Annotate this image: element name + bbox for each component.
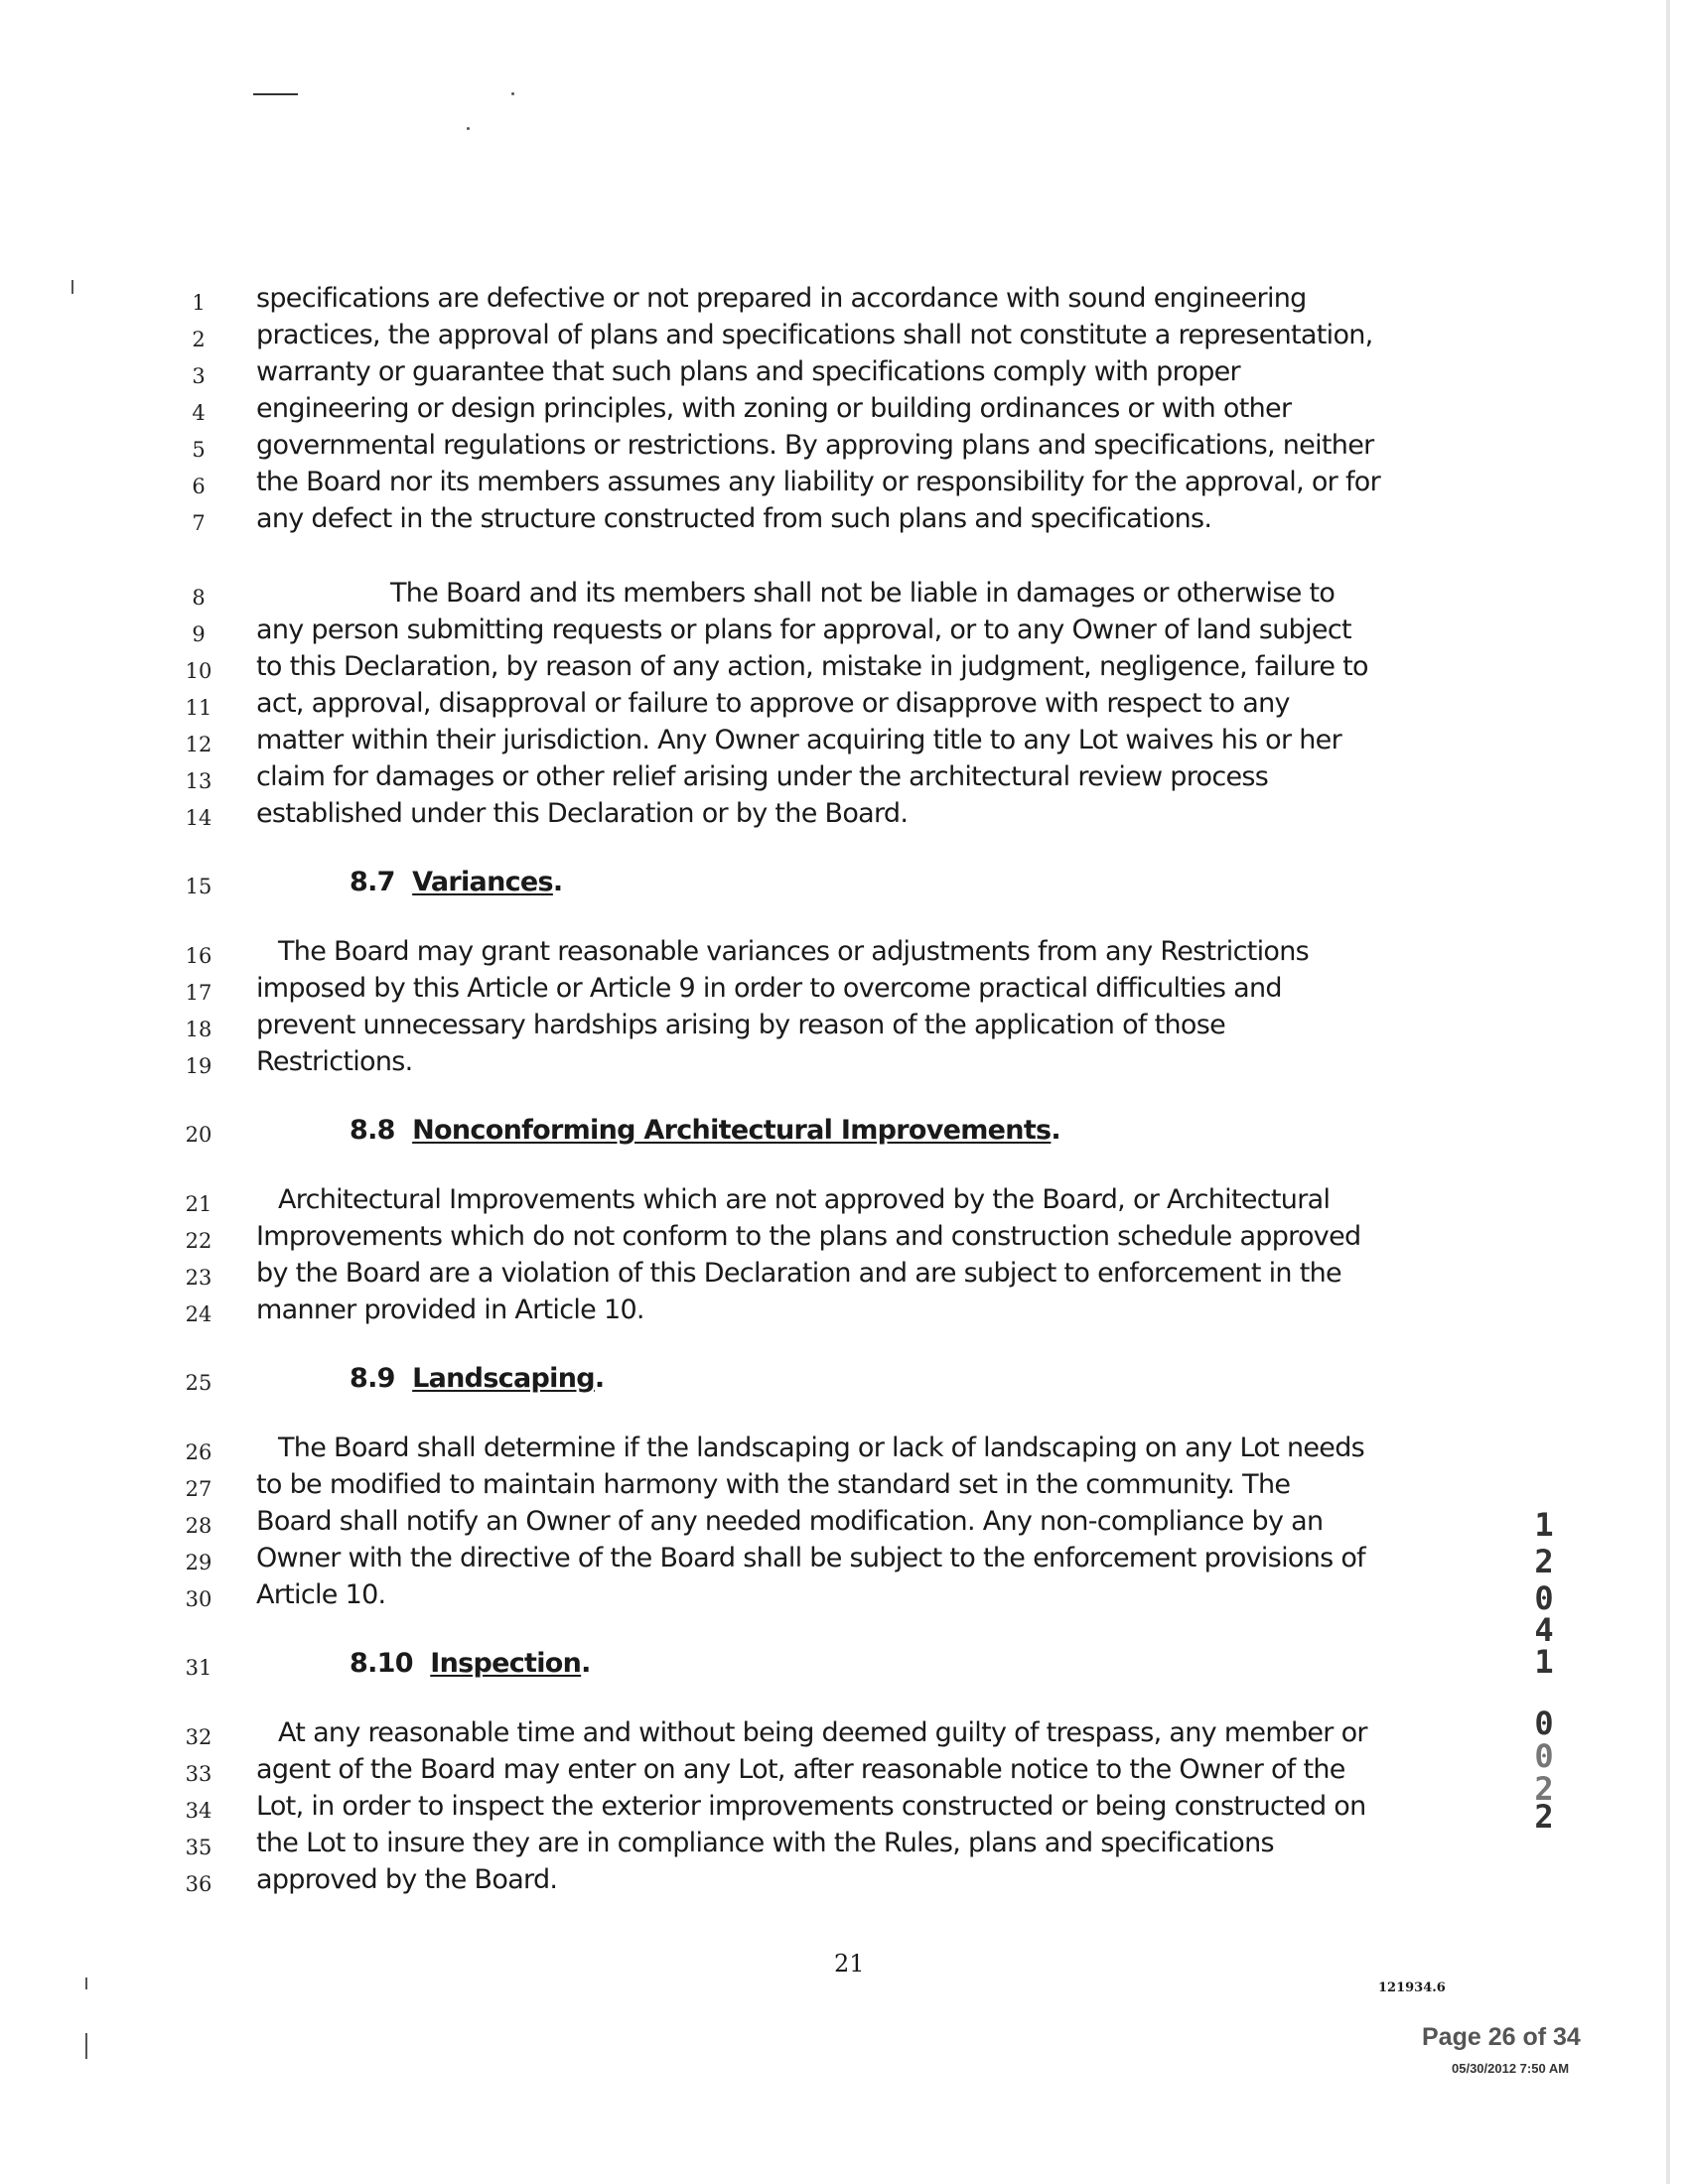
text-line — [0, 798, 1688, 836]
line-number: 22 — [185, 1229, 212, 1253]
text-line — [0, 651, 1688, 689]
line-number: 35 — [185, 1836, 212, 1859]
line-text: manner provided in Article 10. — [256, 1295, 644, 1325]
line-number: 4 — [192, 401, 206, 425]
line-text: warranty or guarantee that such plans and specifications comply with proper — [256, 356, 1240, 387]
text-line — [0, 1295, 1688, 1332]
line-text: Owner with the directive of the Board shall be subject to the enforcement provisions of — [256, 1543, 1365, 1573]
line-text: Lot, in order to inspect the exterior improvements constructed or being constructed on — [256, 1791, 1366, 1822]
line-number: 7 — [192, 511, 206, 535]
line-text: the Lot to insure they are in compliance with the Rules, plans and specifications — [256, 1828, 1274, 1858]
text-line — [0, 1579, 1688, 1617]
line-text: matter within their jurisdiction. Any Owner acquiring title to any Lot waives his or her — [256, 725, 1341, 755]
line-text: The Board shall determine if the landscaping or lack of landscaping on any Lot needs — [278, 1433, 1365, 1463]
section-title-end: . — [581, 1648, 591, 1679]
line-number: 29 — [185, 1551, 212, 1574]
text-line — [0, 430, 1688, 468]
scan-speck — [511, 92, 514, 95]
line-number: 28 — [185, 1514, 212, 1538]
text-line — [0, 283, 1688, 321]
line-number: 24 — [185, 1302, 212, 1326]
line-number: 21 — [185, 1192, 212, 1216]
line-number: 11 — [185, 696, 212, 720]
text-line — [0, 1506, 1688, 1544]
line-number: 1 — [192, 291, 206, 315]
section-title-end: . — [594, 1363, 605, 1394]
text-line — [0, 1543, 1688, 1580]
line-number: 5 — [192, 438, 206, 462]
line-number: 10 — [185, 659, 212, 683]
section-title: Nonconforming Architectural Improvements — [412, 1115, 1052, 1146]
text-line — [0, 1469, 1688, 1507]
line-number: 14 — [185, 806, 212, 830]
scan-mark — [253, 93, 298, 95]
section-heading — [0, 1115, 1688, 1153]
line-text: agent of the Board may enter on any Lot, after reasonable notice to the Owner of the — [256, 1754, 1345, 1785]
line-text: established under this Declaration or by the Board. — [256, 798, 909, 829]
page-number: 21 — [834, 1950, 865, 1978]
text-line — [0, 1046, 1688, 1084]
section-number: 8.10 — [350, 1648, 413, 1679]
line-text: prevent unnecessary hardships arising by reason of the application of those — [256, 1010, 1225, 1040]
line-text: practices, the approval of plans and specifications shall not constitute a representation, — [256, 320, 1373, 350]
text-line — [0, 688, 1688, 726]
section-title-end: . — [552, 867, 563, 897]
line-number: 3 — [192, 364, 206, 388]
line-text: any person submitting requests or plans for approval, or to any Owner of land subject — [256, 614, 1351, 645]
line-text: Improvements which do not conform to the plans and construction schedule approved — [256, 1221, 1361, 1252]
line-number: 6 — [192, 475, 206, 498]
line-text: Article 10. — [256, 1579, 386, 1610]
line-text: by the Board are a violation of this Declaration and are subject to enforcement in the — [256, 1258, 1341, 1289]
line-text: the Board nor its members assumes any liability or responsibility for the approval, or for — [256, 467, 1380, 497]
text-line — [0, 1791, 1688, 1829]
side-code-digit: 4 — [1534, 1611, 1554, 1649]
section-heading — [0, 1363, 1688, 1401]
section-title: Variances — [412, 867, 553, 897]
line-text: engineering or design principles, with zoning or building ordinances or with other — [256, 393, 1292, 424]
line-text: to be modified to maintain harmony with the standard set in the community. The — [256, 1469, 1291, 1500]
section-number: 8.8 — [350, 1115, 395, 1146]
line-number: 33 — [185, 1762, 212, 1786]
text-line — [0, 578, 1688, 615]
section-title-end: . — [1051, 1115, 1060, 1146]
section-number: 8.7 — [350, 867, 395, 897]
side-code-digit: 0 — [1534, 1705, 1554, 1742]
line-number: 18 — [185, 1018, 212, 1041]
page-counter: Page 26 of 34 — [1422, 2023, 1581, 2051]
line-text: governmental regulations or restrictions. By approving plans and specifications, neither — [256, 430, 1374, 461]
line-number: 13 — [185, 769, 212, 793]
line-number: 19 — [185, 1054, 212, 1078]
text-line — [0, 356, 1688, 394]
text-line — [0, 1221, 1688, 1259]
line-text: specifications are defective or not prepared in accordance with sound engineering — [256, 283, 1307, 314]
line-text: Architectural Improvements which are not approved by the Board, or Architectural — [278, 1184, 1331, 1215]
text-line — [0, 1754, 1688, 1792]
text-line — [0, 1828, 1688, 1865]
line-number: 25 — [185, 1371, 212, 1395]
text-line — [0, 761, 1688, 799]
section-heading — [0, 867, 1688, 904]
heading-text — [350, 1363, 604, 1394]
side-code-digit: 1 — [1534, 1643, 1554, 1681]
section-heading — [0, 1643, 1688, 1686]
side-code-digit: 0 — [1534, 1579, 1554, 1617]
text-line — [0, 1433, 1688, 1470]
line-number: 2 — [192, 328, 206, 351]
line-number: 12 — [185, 733, 212, 756]
line-text: claim for damages or other relief arising under the architectural review process — [256, 761, 1269, 792]
text-line — [0, 320, 1688, 357]
text-line — [0, 936, 1688, 974]
line-text: At any reasonable time and without being deemed guilty of trespass, any member or — [278, 1717, 1367, 1748]
text-line — [0, 725, 1688, 762]
line-number: 9 — [192, 622, 206, 646]
side-code-digit: 0 — [1534, 1737, 1554, 1775]
scan-speck — [467, 127, 470, 130]
line-text: Board shall notify an Owner of any needed modification. Any non-compliance by an — [256, 1506, 1324, 1537]
timestamp: 05/30/2012 7:50 AM — [1452, 2061, 1570, 2076]
line-number: 17 — [185, 981, 212, 1005]
heading-text — [350, 867, 562, 897]
line-number: 34 — [185, 1799, 212, 1823]
line-text: imposed by this Article or Article 9 in order to overcome practical difficulties and — [256, 973, 1282, 1004]
text-line — [0, 467, 1688, 504]
text-line — [0, 1864, 1688, 1902]
line-text: act, approval, disapproval or failure to approve or disapprove with respect to any — [256, 688, 1290, 719]
line-number: 36 — [185, 1872, 212, 1896]
line-number: 30 — [185, 1587, 212, 1611]
line-number: 31 — [185, 1656, 212, 1680]
scan-mark — [85, 1978, 87, 1989]
section-number: 8.9 — [350, 1363, 395, 1394]
heading-text — [350, 1115, 1060, 1146]
text-line — [0, 393, 1688, 431]
side-code-digit: 2 — [1534, 1770, 1554, 1808]
text-line — [0, 503, 1688, 541]
text-line — [0, 1258, 1688, 1296]
text-line — [0, 1184, 1688, 1222]
line-number: 23 — [185, 1266, 212, 1290]
line-number: 8 — [192, 586, 206, 610]
side-code-digit: 1 — [1534, 1506, 1554, 1544]
document-reference: 121934.6 — [1378, 1980, 1446, 1995]
line-text: The Board may grant reasonable variances or adjustments from any Restrictions — [278, 936, 1310, 967]
side-code-digit: 2 — [1534, 1543, 1554, 1580]
section-title: Landscaping — [412, 1363, 595, 1394]
line-text: The Board and its members shall not be liable in damages or otherwise to — [390, 578, 1336, 609]
text-line — [0, 1010, 1688, 1047]
heading-text — [350, 1648, 591, 1679]
section-title: Inspection — [430, 1648, 582, 1679]
text-line — [0, 1717, 1688, 1755]
line-number: 15 — [185, 875, 212, 898]
line-number: 20 — [185, 1123, 212, 1147]
side-code-digit: 2 — [1534, 1798, 1554, 1836]
line-text: any defect in the structure constructed from such plans and specifications. — [256, 503, 1212, 534]
text-line — [0, 614, 1688, 652]
line-text: Restrictions. — [256, 1046, 413, 1077]
line-number: 26 — [185, 1440, 212, 1464]
line-text: to this Declaration, by reason of any action, mistake in judgment, negligence, failure to — [256, 651, 1368, 682]
line-number: 32 — [185, 1725, 212, 1749]
text-line — [0, 973, 1688, 1011]
line-text: approved by the Board. — [256, 1864, 558, 1895]
scan-mark — [85, 2033, 87, 2059]
line-number: 27 — [185, 1477, 212, 1501]
line-number: 16 — [185, 944, 212, 968]
